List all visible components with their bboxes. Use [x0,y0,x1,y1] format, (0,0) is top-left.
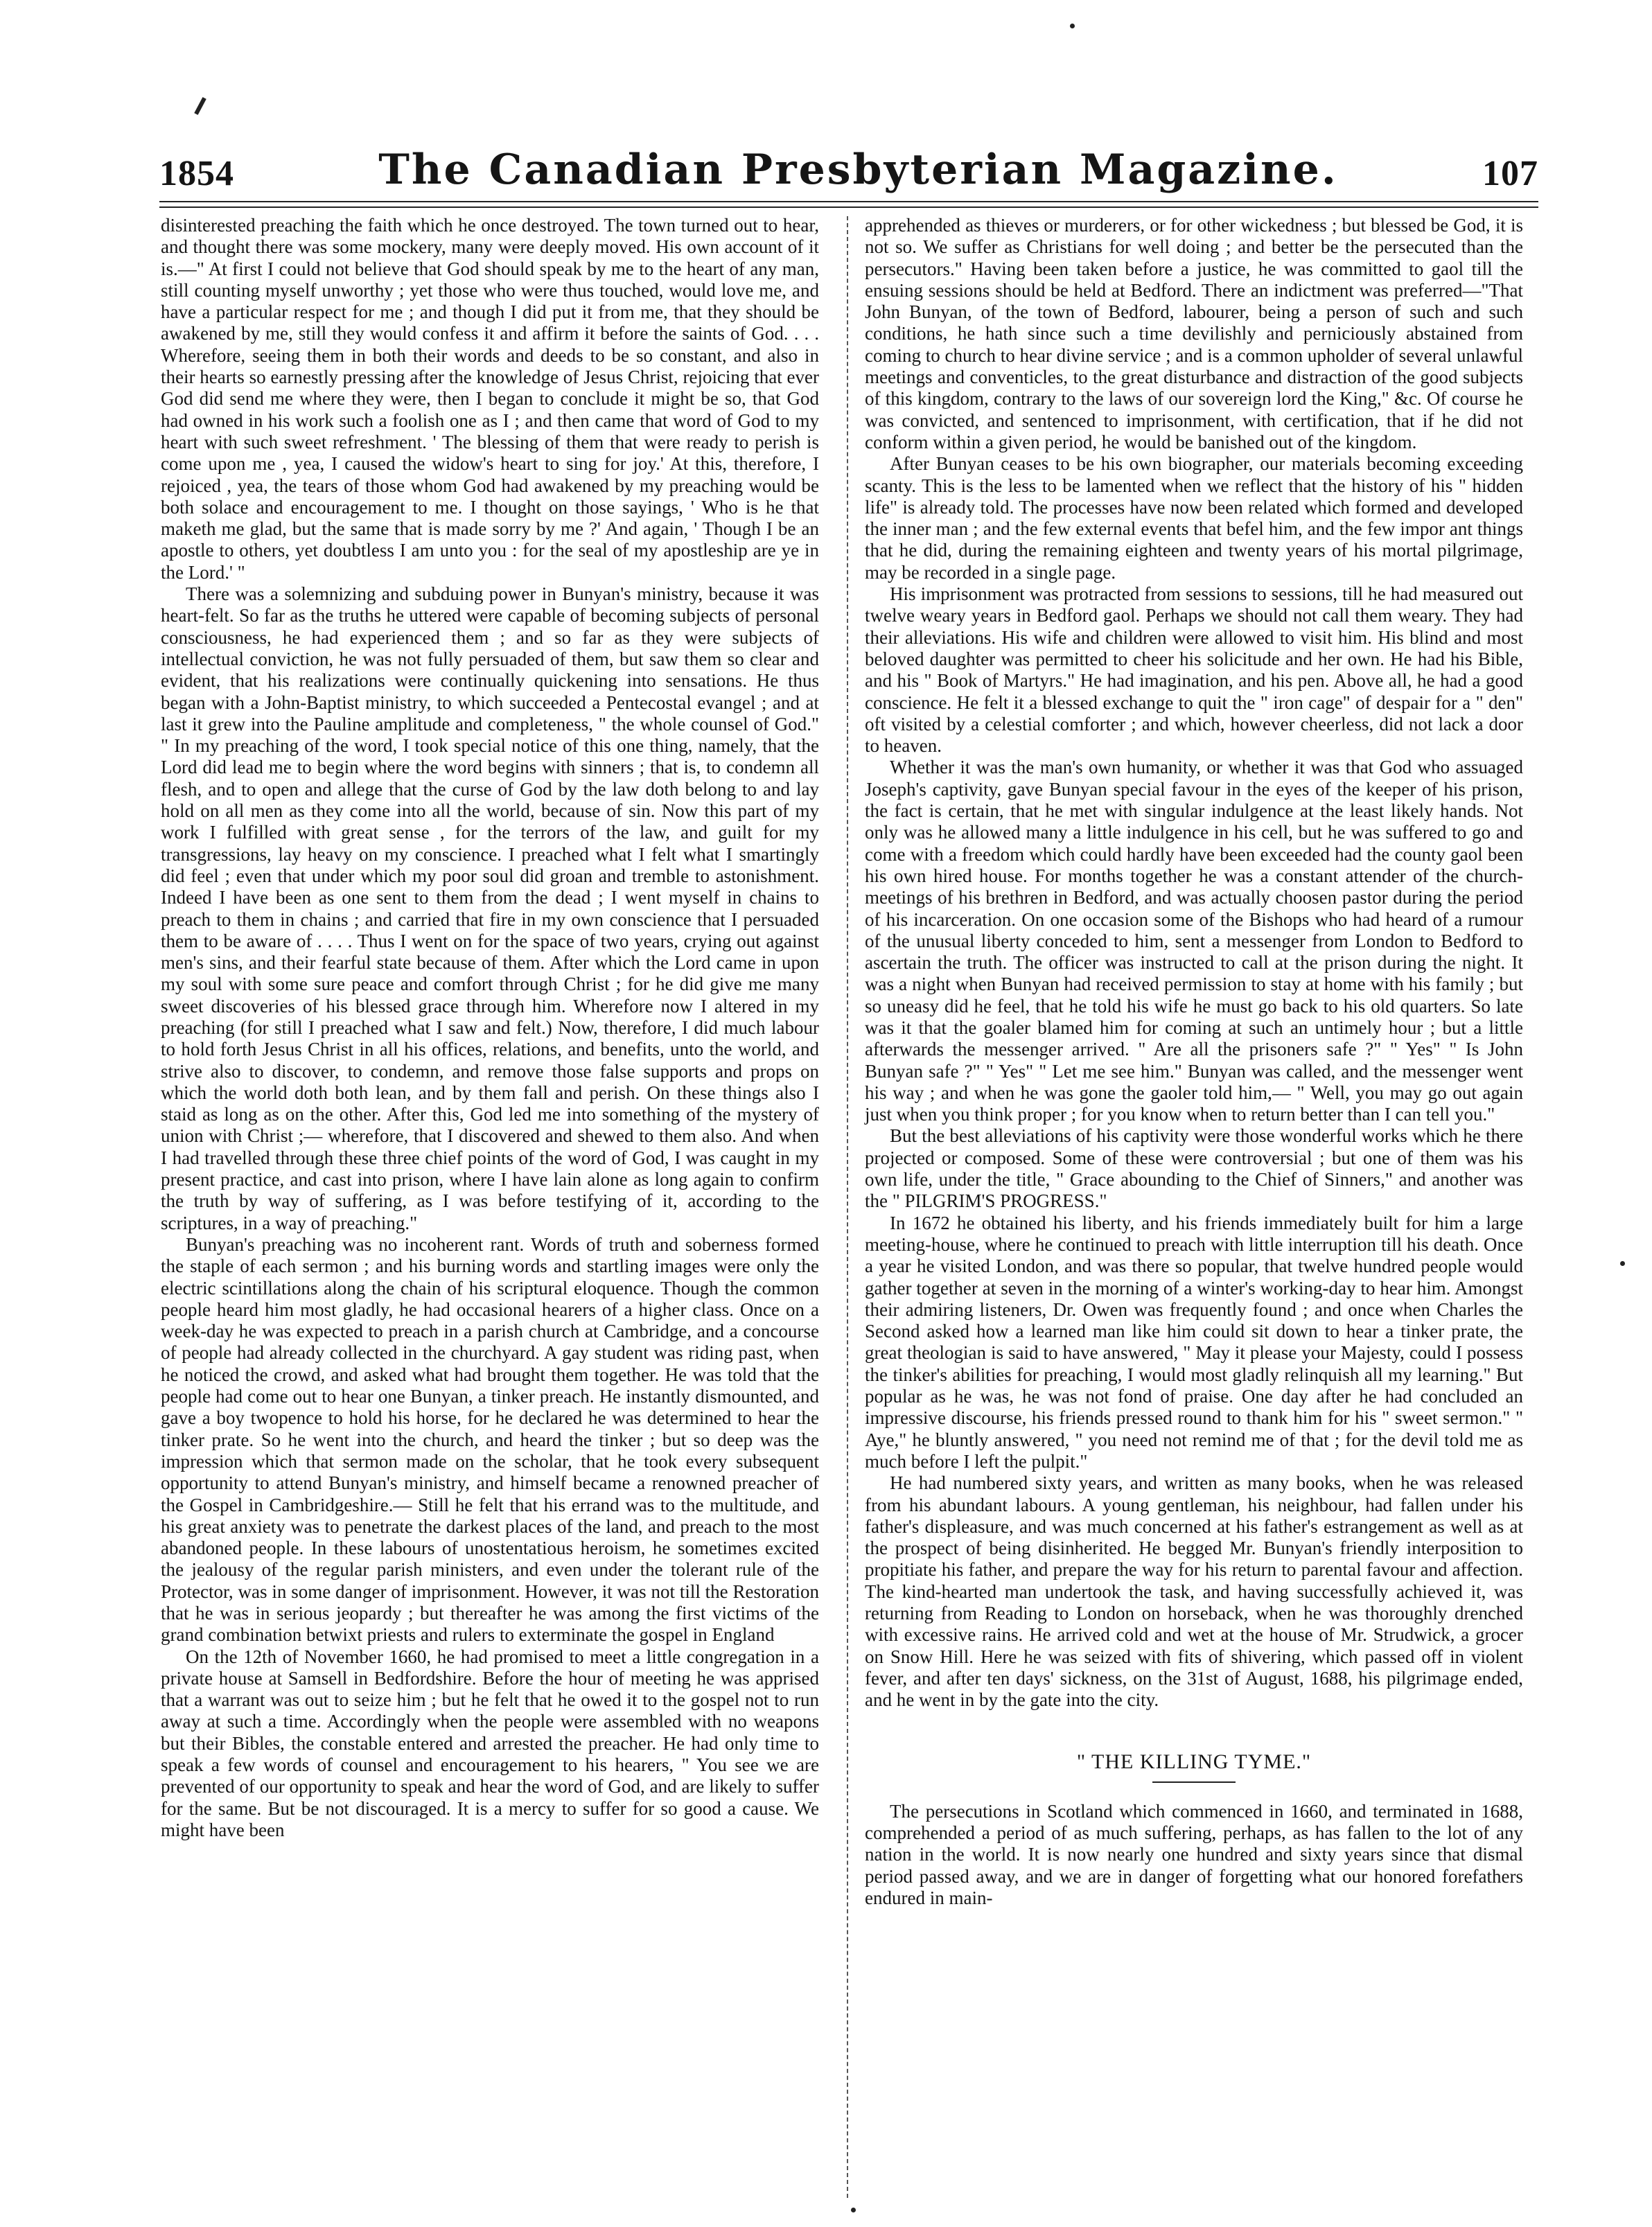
section-title: " THE KILLING TYME." [1076,1750,1312,1774]
paragraph: There was a solemnizing and subduing power in Bunyan's ministry, because it was heart-felt. So far as the truths he uttered were capable of becoming subjects of personal consciousness, he had experienced them ; and so far as they were subjects of intellectual conviction, he was not fully persuaded of them, but saw them so clear and evident, that his realizations were continually quickening into sensations. He thus began with a John-Baptist ministry, to which succeeded a Pentecostal evangel ; and at last it grew into the Pauline amplitude and completeness, " the whole counsel of God." " In my preaching of the word, I took special notice of this one thing, namely, that the Lord did lead me to begin where the word begins with sinners ; that is, to condemn all flesh, and to open and allege that the curse of God by the law doth belong to and lay hold on all men as they come into all the world, because of sin. Now this part of my work I fulfilled with great sense , for the terrors of the law, and guilt for my transgressions, lay heavy on my conscience. I preached what I felt what I smartingly did feel ; even that under which my poor soul did groan and tremble to astonishment. Indeed I have been as one sent to them from the dead ; I went myself in chains to preach to them in chains ; and carried that fire in my own conscience that I persuaded them to be aware of . . . . Thus I went on for the space of two years, crying out against men's sins, and their fearful state because of them. After which the Lord came in upon my soul with some sure peace and comfort through Christ ; for he did give me many sweet discoveries of his blessed grace through him. Wherefore now I altered in my preaching (for still I preached what I saw and felt.) Now, therefore, I did much labour to hold forth Jesus Christ in all his offices, relations, and benefits, unto the world, and strive also to discover, to condemn, and remove those false supports and props on which the world doth both lean, and by them fall and perish. On these things also I staid as long as on the other. After this, God led me into something of the mystery of union with Christ ;— wherefore, that I discovered and shewed to them also. And when I had travelled through these three chief points of the word of God, I was caught in my present practice, and cast into prison, where I have lain alone as long again to confirm the truth by way of suffering, as I was before testifying of it, according to the scriptures, in a way of preaching." [161,583,819,1233]
paragraph: Bunyan's preaching was no incoherent rant. Words of truth and soberness formed the staple of each sermon ; and his burning words and startling images were only the electric scintillations along the chain of his scriptural eloquence. Though the common people heard him most gladly, he had occasional hearers of a higher class. Once on a week-day he was expected to preach in a parish church at Cambridge, and a concourse of people had already collected in the churchyard. A gay student was riding past, when he noticed the crowd, and asked what had brought them together. He was told that the people had come out to hear one Bunyan, a tinker preach. He instantly dismounted, and gave a boy twopence to hold his horse, for he declared he was determined to hear the tinker prate. So he went into the church, and heard the tinker ; but so deep was the impression which that sermon made on the scholar, that he took every subsequent opportunity to attend Bunyan's ministry, and himself became a renowned preacher of the Gospel in Cambridgeshire.— Still he felt that his errand was to the multitude, and his great anxiety was to penetrate the darkest places of the land, and preach to the most abandoned people. In these labours of unostentatious heroism, he sometimes excited the jealousy of the regular parish ministers, and even under the tolerant rule of the Protector, was in some danger of imprisonment. However, it was not till the Restoration that he was in serious jeopardy ; but thereafter he was among the first victims of the grand combination betwixt priests and rulers to exterminate the gospel in England [161,1233,819,1646]
header-rule [159,201,1538,208]
column-divider [847,216,848,2198]
journal-title: The Canadian Presbyterian Magazine. [378,146,1338,194]
page-number: 107 [1482,154,1538,193]
paragraph: The persecutions in Scotland which commenced in 1660, and terminated in 1688, comprehended a period of as much suffering, perhaps, as has fallen to the lot of any nation in the world. It is now nearly one hundred and sixty years since that dismal period passed away, and we are in danger of forgetting what our honored forefathers endured in main- [865,1800,1523,1908]
running-header [159,139,1538,194]
paragraph: Whether it was the man's own humanity, or whether it was that God who assuaged Joseph's captivity, gave Bunyan special favour in the eyes of the keeper of his prison, the fact is certain, that he met with singular indulgence at the least likely hands. Not only was he allowed many a little indulgence in his cell, but he was suffered to go and come with a freedom which could hardly have been exceeded had the county gaol been his own hired house. For months together he was a constant attender of the church-meetings of his brethren in Bedford, and was actually choosen pastor during the period of his incarceration. On one occasion some of the Bishops who had heard of a rumour of the unusual liberty conceded to him, sent a messenger from London to Bedford to ascertain the truth. The officer was instructed to call at the prison during the night. It was a night when Bunyan had received permission to stay at home with his family ; but so uneasy did he feel, that he told his wife he must go back to his old quarters. So late was it that the goaler blamed him for coming at such an untimely hour ; but a little afterwards the messenger arrived. " Are all the prisoners safe ?" " Yes" " Is John Bunyan safe ?" " Yes" " Let me see him." Bunyan was called, and the messenger went his way ; and when he was gone the gaoler told him,— " Well, you may go out again just when you think proper ; for you know when to return better than I can tell you." [865,757,1523,1125]
paragraph: He had numbered sixty years, and written as many books, when he was released from his abundant labours. A young gentleman, his neighbour, had fallen under his father's displeasure, and was much concerned at his father's estrangement as well as at the prospect of being disinherited. He begged Mr. Bunyan's friendly interposition to propitiate his father, and prepare the way for his return to parental favour and affection. The kind-hearted man undertook the task, and having successfully achieved it, was returning from Reading to London on horseback, when he was thoroughly drenched with excessive rains. He arrived cold and wet at the house of Mr. Strudwick, a grocer on Snow Hill. Here he was seized with fits of shivering, which passed off in violent fever, and after ten days' sickness, on the 31st of August, 1688, his pilgrimage ended, and he went in by the gate into the city. [865,1472,1523,1711]
header-year: 1854 [159,154,234,193]
margin-mark [194,97,206,115]
paragraph: But the best alleviations of his captivity were those wonderful works which he there projected or composed. Some of these were controversial ; but one of them was his own life, under the title, " Grace abounding to the Chief of Sinners," and another was the " PILGRIM'S PROGRESS." [865,1125,1523,1212]
paragraph: On the 12th of November 1660, he had promised to meet a little congregation in a private house at Samsell in Bedfordshire. Before the hour of meeting he was apprised that a warrant was out to seize him ; but he felt that he owed it to the gospel not to run away at such a time. Accordingly when the people were assembled with no weapons but their Bibles, the constable entered and arrested the preacher. He had only time to speak a few words of counsel and encouragement to his hearers, " You see we are prevented of our opportunity to speak and hear the word of God, and are likely to suffer for the same. But be not discouraged. It is a mercy to suffer for so good a cause. We might have been [161,1646,819,1840]
speck [1070,24,1075,28]
paragraph: His imprisonment was protracted from sessions to sessions, till he had measured out twelve weary years in Bedford gaol. Perhaps we should not call them weary. They had their alleviations. His wife and children were allowed to visit him. His blind and most beloved daughter was permitted to cheer his solicitude and her own. He had his Bible, and his " Book of Martyrs." He had imagination, and his pen. Above all, he had a good conscience. He felt it a blessed exchange to quit the " iron cage" of despair for a " den" oft visited by a celestial comforter ; and which, however cheerless, did not lack a door to heaven. [865,583,1523,757]
paragraph: apprehended as thieves or murderers, or for other wickedness ; but blessed be God, it is not so. We suffer as Christians for well doing ; and better be the persecuted than the persecutors." Having been taken before a justice, he was committed to gaol till the ensuing sessions should be held at Bedford. There an indictment was preferred—"That John Bunyan, of the town of Bedford, labourer, being a person of such and such conditions, he hath since such a time devilishly and perniciously abstained from coming to church to hear divine service ; and is a common upholder of several unlawful meetings and conventicles, to the great disturbance and distraction of the good subjects of this kingdom, contrary to the laws of our sovereign lord the King," &c. Of course he was convicted, and sentenced to imprisonment, with certification, that if he did not conform within a given period, he would be banished out of the kingdom. [865,215,1523,452]
paragraph: In 1672 he obtained his liberty, and his friends immediately built for him a large meeting-house, where he continued to preach with little interruption till his death. Once a year he visited London, and was there so popular, that twelve hundred people would gather together at seven in the morning of a winter's working-day to hear him. Amongst their admiring listeners, Dr. Owen was frequently found ; and once when Charles the Second asked how a learned man like him could sit down to hear a tinker prate, the great theologian is said to have answered, " May it please your Majesty, could I possess the tinker's abilities for preaching, I would most gladly relinquish all my learning." But popular as he was, he was not fond of praise. One day after he had concluded an impressive discourse, his friends pressed round to thank him for his " sweet sermon." " Aye," he bluntly answered, " you need not remind me of that ; for the devil told me as much before I left the pulpit." [865,1212,1523,1472]
paragraph: After Bunyan ceases to be his own biographer, our materials becoming exceeding scanty. This is the less to be lamented when we reflect that the history of his " hidden life" is already told. The processes have now been related which formed and developed the inner man ; and the few external events that befel him, and the few impor ant things that he did, during the remaining eighteen and twenty years of his mortal pilgrimage, may be recorded in a single page. [865,453,1523,583]
paragraph: disinterested preaching the faith which he once destroyed. The town turned out to hear, and thought there was some mockery, many were deeply moved. His own account of it is.—" At first I could not believe that God should speak by me to the heart of any man, still counting myself unworthy ; yet those who were thus touched, would love me, and have a particular respect for me ; and though I did put it from me, that they should be awakened by me, still they would confess it and affirm it before the saints of God. . . . Wherefore, seeing them in both their words and deeds to be so constant, and also in their hearts so earnestly pressing after the knowledge of Jesus Christ, rejoicing that ever God did send me where they were, then I began to conclude it might be so, that God had owned in his work such a foolish one as I ; and then came that word of God to my heart with such sweet refreshment. ' The blessing of them that were ready to perish is come upon me , yea, I caused the widow's heart to sing for joy.' At this, therefore, I rejoiced , yea, the tears of those whom God had awakened by my preaching would be both solace and encouragement to me. I thought on those sayings, ' Who is he that maketh me glad, but the same that is made sorry by me ?' And again, ' Though I be an apostle to others, yet doubtless I am unto you : for the seal of my apostleship are ye in the Lord.' " [161,215,819,583]
title-rule [1152,1781,1236,1783]
left-column [161,215,819,1841]
speck [851,2208,856,2212]
right-column [865,215,1523,1909]
speck [1620,1261,1625,1266]
